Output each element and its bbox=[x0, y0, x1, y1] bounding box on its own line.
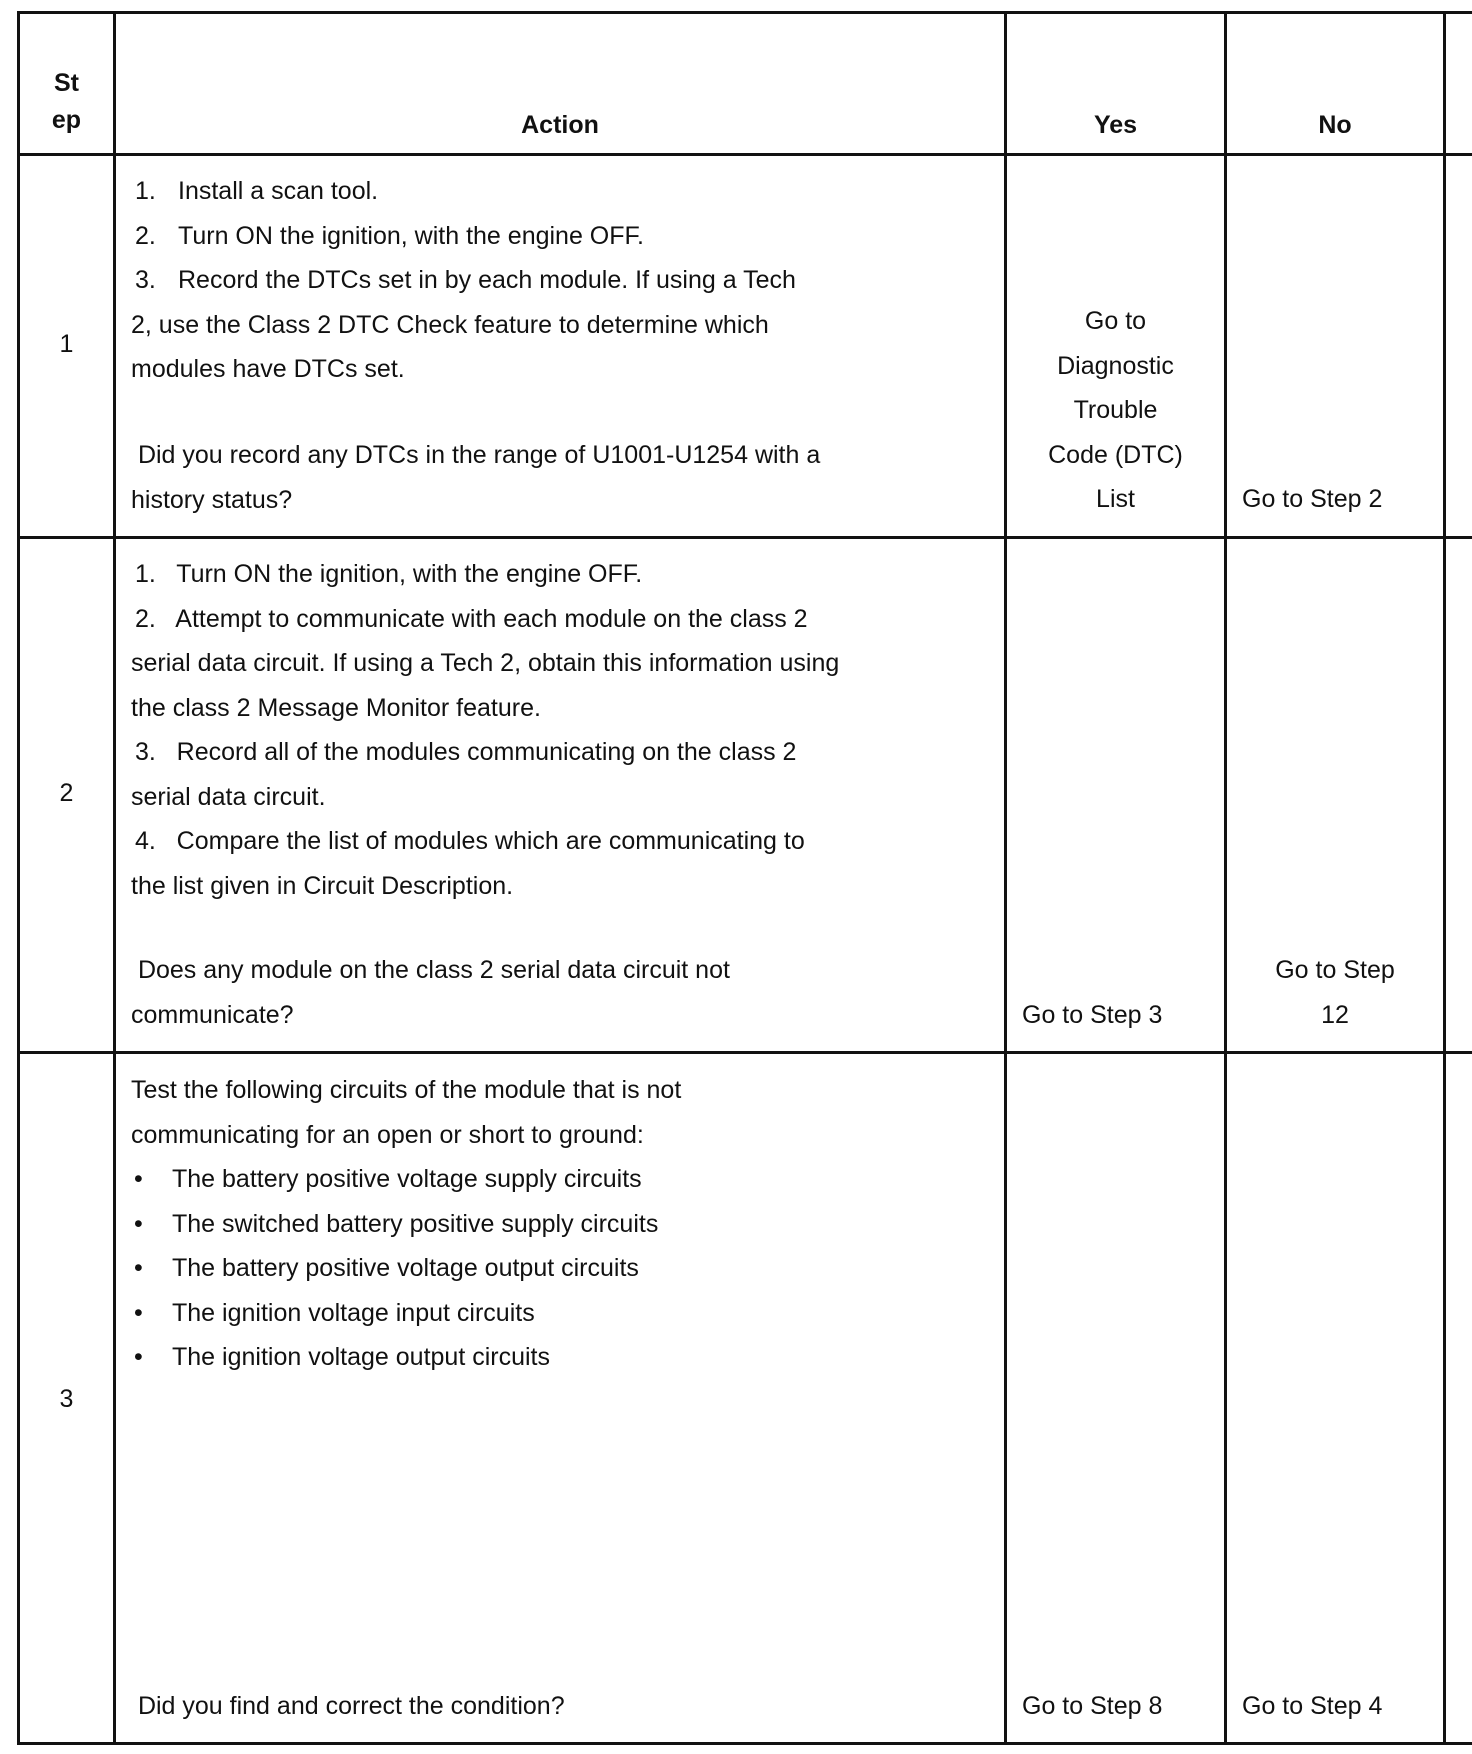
action-text-line: modules have DTCs set. bbox=[131, 355, 405, 383]
list-item bbox=[135, 169, 379, 214]
list-item-text: The ignition voltage input circuits bbox=[172, 1298, 535, 1327]
column-divider-yes bbox=[1224, 11, 1227, 1745]
list-item-number: 3. bbox=[135, 266, 156, 294]
action-text-line: serial data circuit. If using a Tech 2, obtain this information using bbox=[131, 649, 840, 677]
list-item-number: 1. bbox=[135, 177, 156, 205]
no-result-3: Go to Step 4 bbox=[1242, 1692, 1383, 1720]
yes-result-1: Trouble bbox=[1073, 396, 1158, 424]
yes-result-3: Go to Step 8 bbox=[1022, 1692, 1163, 1720]
yes-result-1: Go to bbox=[1084, 307, 1147, 335]
no-result-2: Go to Step bbox=[1275, 956, 1395, 984]
action-text-line: 4. Compare the list of modules which are communicating to bbox=[135, 827, 805, 855]
list-item bbox=[134, 1246, 639, 1291]
question-text: Did you find and correct the condition? bbox=[131, 1692, 565, 1720]
column-divider-step bbox=[113, 11, 116, 1745]
list-item bbox=[134, 1291, 535, 1336]
list-item bbox=[134, 1202, 659, 1247]
header-row-divider bbox=[17, 153, 1472, 156]
action-text-line: the list given in Circuit Description. bbox=[131, 871, 514, 900]
question-text: Did you record any DTCs in the range of U1001-U1254 with a bbox=[131, 441, 821, 469]
action-text-line: serial data circuit. bbox=[131, 782, 326, 811]
column-divider-action bbox=[1004, 11, 1007, 1745]
list-item bbox=[134, 1157, 642, 1202]
question-text: history status? bbox=[131, 485, 293, 514]
table-border-top bbox=[17, 11, 1472, 14]
list-item-text: Record the DTCs set in by each module. If using a Tech bbox=[178, 266, 796, 294]
bullet-icon: • bbox=[134, 1254, 143, 1282]
yes-result-1: List bbox=[1096, 485, 1135, 513]
action-text-line: 2, use the Class 2 DTC Check feature to determine which bbox=[131, 310, 769, 339]
header-action: Action bbox=[521, 111, 599, 139]
yes-result-1: Code (DTC) bbox=[1048, 440, 1183, 469]
header-step: St ep bbox=[51, 69, 82, 134]
action-text-line: 3. Record all of the modules communicating on the class 2 bbox=[135, 738, 797, 766]
list-item-text: Turn ON the ignition, with the engine OFF. bbox=[178, 221, 644, 250]
list-item bbox=[135, 214, 644, 259]
row-divider-1 bbox=[17, 536, 1472, 539]
action-text-line: 2. Attempt to communicate with each module on the class 2 bbox=[135, 604, 808, 633]
list-item-text: The battery positive voltage supply circuits bbox=[172, 1165, 642, 1193]
bullet-icon: • bbox=[134, 1298, 143, 1327]
list-item bbox=[135, 258, 796, 303]
bullet-icon: • bbox=[134, 1343, 143, 1371]
action-text-line: communicating for an open or short to ground: bbox=[131, 1120, 644, 1149]
table-border-left bbox=[17, 11, 20, 1745]
step-number-1: 1 bbox=[59, 330, 74, 358]
header-no: No bbox=[1318, 111, 1352, 139]
action-text-line: the class 2 Message Monitor feature. bbox=[131, 693, 541, 722]
step-number-2: 2 bbox=[59, 779, 74, 807]
table-border-right bbox=[1443, 11, 1446, 1745]
no-result-2: 12 bbox=[1321, 1000, 1349, 1029]
header-yes: Yes bbox=[1093, 111, 1138, 139]
list-item-text: The ignition voltage output circuits bbox=[172, 1343, 550, 1371]
action-text-line: 1. Turn ON the ignition, with the engine OFF. bbox=[135, 560, 643, 588]
question-text: Does any module on the class 2 serial data circuit not bbox=[131, 956, 730, 984]
yes-result-1: Diagnostic bbox=[1057, 351, 1174, 380]
list-item-text: Install a scan tool. bbox=[178, 177, 379, 205]
action-text-line: Test the following circuits of the module that is not bbox=[131, 1076, 682, 1104]
list-item-text: The switched battery positive supply circuits bbox=[172, 1209, 659, 1238]
list-item bbox=[134, 1335, 550, 1380]
table-border-bottom bbox=[17, 1742, 1472, 1745]
row-divider-2 bbox=[17, 1051, 1472, 1054]
list-item-text: The battery positive voltage output circuits bbox=[172, 1254, 639, 1282]
yes-result-2: Go to Step 3 bbox=[1022, 1000, 1163, 1029]
bullet-icon: • bbox=[134, 1165, 143, 1193]
bullet-icon: • bbox=[134, 1209, 143, 1238]
list-item-number: 2. bbox=[135, 221, 156, 250]
step-number-3: 3 bbox=[59, 1385, 74, 1413]
no-result-1: Go to Step 2 bbox=[1242, 485, 1383, 513]
question-text: communicate? bbox=[131, 1000, 294, 1029]
